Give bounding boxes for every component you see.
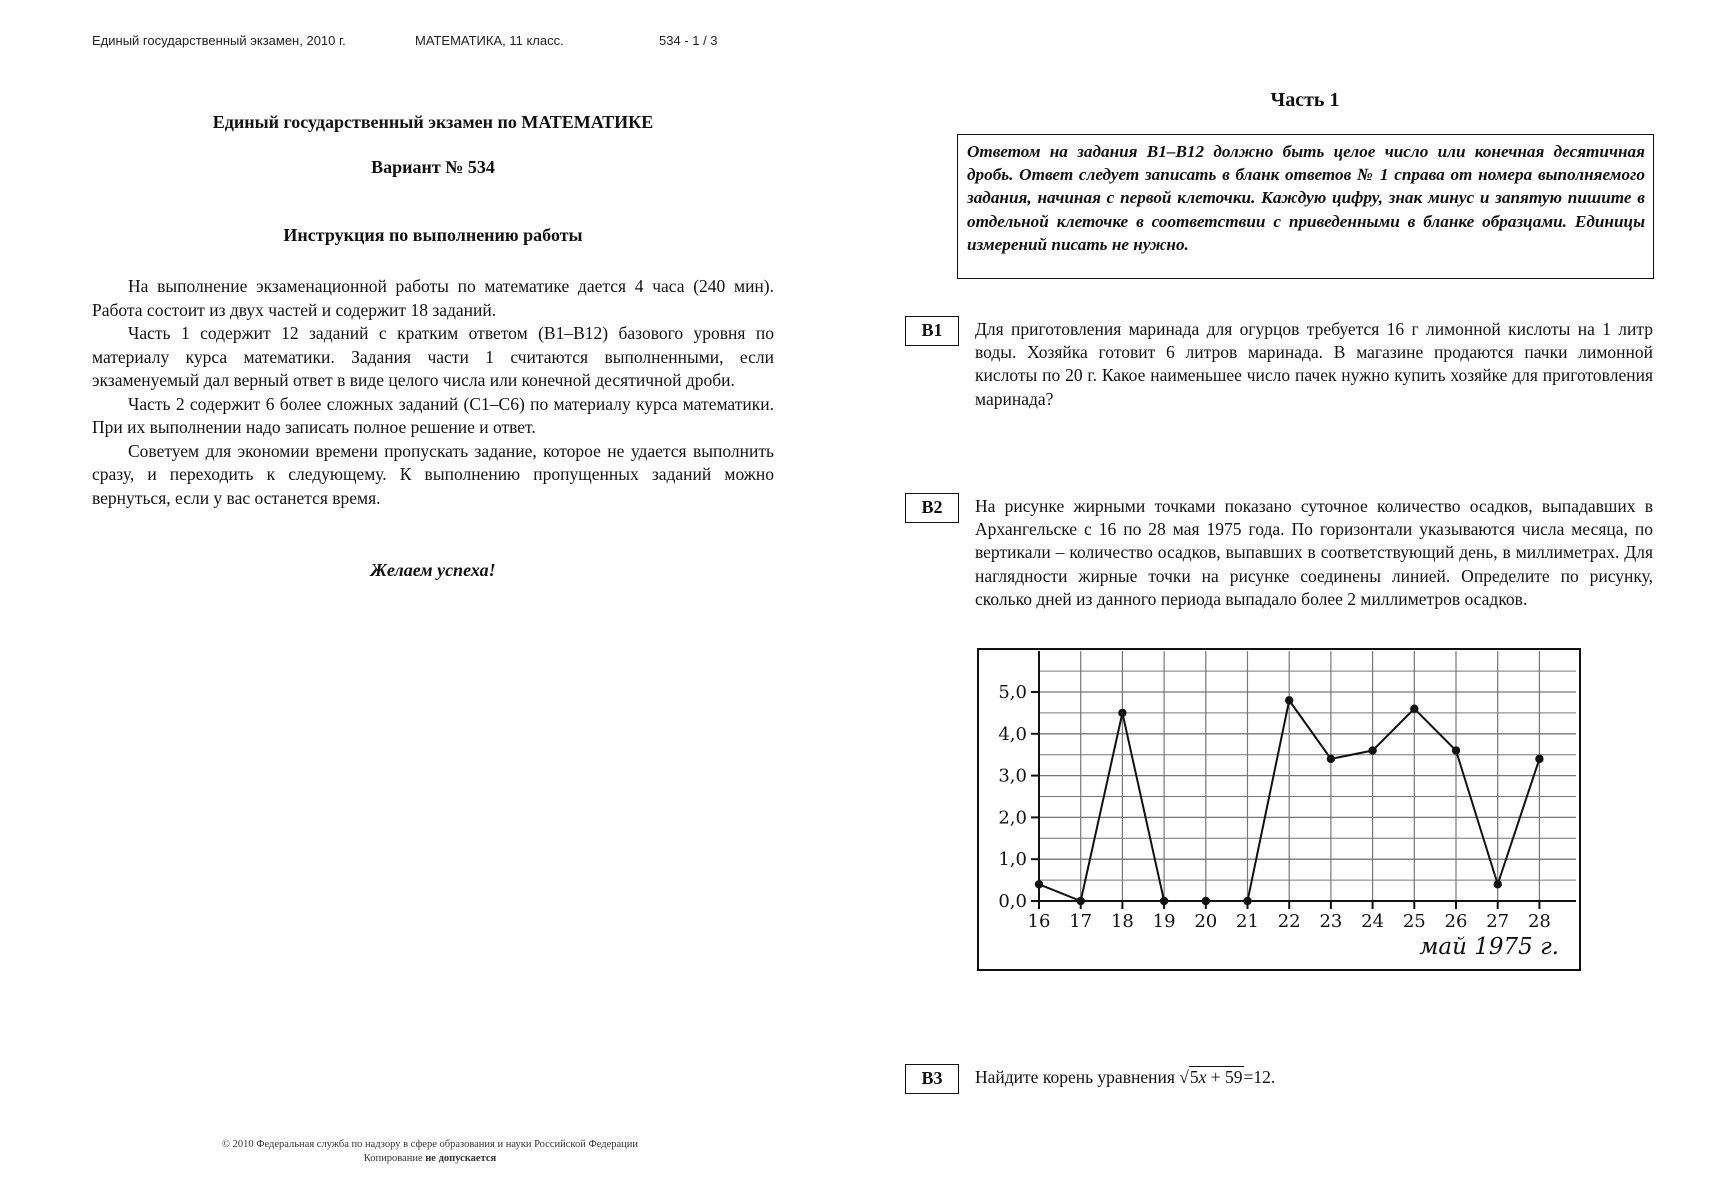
task-text-b1	[975, 318, 1653, 411]
radicand	[1189, 1066, 1244, 1087]
answer-instructions-box: Ответом на задания В1–В12 должно быть целое число или конечная десятичная дробь. Ответ следует записать в бланк ответов № 1 справа от номера выполняемого задания, начиная с первой клеточки. Каждую цифру, знак минус и запятую пишите в отдельной клеточке в соответствии с приведенными в бланке образцами. Единицы измерений писать не нужно.	[957, 134, 1654, 279]
header-subject: МАТЕМАТИКА, 11 класс.	[415, 33, 564, 48]
header-exam-name: Единый государственный экзамен, 2010 г.	[92, 33, 346, 48]
x-tick-label: 28	[1527, 911, 1551, 932]
header-page-number: 534 - 1 / 3	[659, 33, 718, 48]
data-point-marker	[1327, 755, 1335, 763]
data-point-marker	[1410, 705, 1418, 713]
task-badge-b2: B2	[905, 493, 959, 523]
radicand-constant: + 59	[1206, 1067, 1243, 1087]
task-b1-text: Для приготовления маринада для огурцов требуется 16 г лимонной кислоты на 1 литр воды. Хозяйка готовит 6 литров маринада. В магазине продаются пачки лимонной кислоты по 20 г. Какое наименьшее число пачек нужно купить хозяйке для приготовления маринада?	[975, 319, 1653, 409]
x-tick-label: 17	[1069, 911, 1093, 932]
data-point-marker	[1285, 696, 1293, 704]
instruction-text	[92, 275, 774, 510]
x-tick-label: 20	[1194, 911, 1218, 932]
y-tick-label: 0,0	[998, 891, 1027, 912]
x-tick-label: 16	[1027, 911, 1051, 932]
line-chart-svg	[979, 650, 1578, 968]
equation-period: .	[1270, 1067, 1276, 1087]
data-point-marker	[1118, 709, 1126, 717]
instruction-paragraph: Часть 1 содержит 12 заданий с кратким ответом (В1–В12) базового уровня по материалу курса математики. Задания части 1 считаются выполненными, если экзаменуемый дал верный ответ в виде целого числа или конечной десятичной дроби.	[92, 323, 774, 390]
task-badge-b3: B3	[905, 1064, 959, 1094]
copyright-line: © 2010 Федеральная служба по надзору в сфере образования и науки Российской Федерации	[221, 1139, 639, 1150]
y-tick-label: 1,0	[998, 849, 1027, 871]
radicand-coefficient: 5	[1189, 1067, 1199, 1087]
x-tick-label: 27	[1486, 911, 1510, 932]
y-tick-label: 3,0	[998, 765, 1027, 787]
data-point-marker	[1452, 746, 1460, 754]
x-tick-label: 23	[1319, 911, 1343, 932]
task-text-b3	[975, 1066, 1653, 1089]
task-b2-text: На рисунке жирными точками показано суточное количество осадков, выпадавших в Архангельске с 16 по 28 мая 1975 года. По горизонтали указываются числа месяца, по вертикали – количество осадков, выпавших в соответствующий день, в миллиметрах. Для наглядности жирные точки на рисунке соединены линией. Определите по рисунку, сколько дней из данного периода выпадало более 2 миллиметров осадков.	[975, 496, 1653, 609]
part-1-heading: Часть 1	[1270, 89, 1340, 111]
data-point-marker	[1535, 755, 1543, 763]
data-point-marker	[1368, 746, 1376, 754]
instruction-paragraph: На выполнение экзаменационной работы по математике дается 4 часа (240 мин). Работа состоит из двух частей и содержит 18 заданий.	[92, 276, 774, 320]
x-tick-label: 22	[1277, 911, 1301, 932]
y-tick-label: 5,0	[998, 682, 1027, 703]
y-tick-label: 2,0	[998, 807, 1027, 829]
copy-restriction-bold: не допускается	[425, 1153, 497, 1164]
data-point-marker	[1202, 897, 1210, 905]
equation-rhs: =12	[1243, 1067, 1271, 1087]
radicand-variable: x	[1198, 1067, 1207, 1087]
square-root-expression	[1179, 1066, 1243, 1089]
x-tick-label: 19	[1152, 911, 1176, 932]
data-point-marker	[1077, 897, 1085, 905]
instruction-paragraph: Часть 2 содержит 6 более сложных заданий (С1–С6) по материалу курса математики. При их выполнении надо записать полное решение и ответ.	[92, 393, 774, 437]
x-tick-label: 21	[1236, 911, 1259, 932]
precipitation-chart	[977, 648, 1581, 971]
copyright-footer	[160, 1138, 700, 1166]
document-title: Единый государственный экзамен по МАТЕМАТИКЕ	[212, 112, 654, 132]
instruction-heading: Инструкция по выполнению работы	[283, 225, 583, 245]
radical-sign-icon: √	[1179, 1067, 1189, 1087]
x-tick-label: 18	[1110, 911, 1134, 932]
data-point-marker	[1160, 897, 1168, 905]
instruction-paragraph: Советуем для экономии времени пропускать задание, которое не удается выполнить сразу, и переходить к следующему. К выполнению пропущенных заданий можно вернуться, если у вас останется время.	[92, 440, 774, 508]
good-luck-text: Желаем успеха!	[370, 560, 496, 580]
data-point-marker	[1243, 897, 1251, 905]
task-badge-b1: B1	[905, 316, 959, 346]
variant-title: Вариант № 534	[371, 157, 495, 177]
y-tick-label: 4,0	[998, 723, 1027, 745]
x-tick-label: 26	[1444, 911, 1468, 932]
x-tick-label: 25	[1402, 911, 1426, 932]
copy-restriction-line	[160, 1152, 700, 1166]
task-text-b2	[975, 495, 1653, 611]
data-point-marker	[1494, 880, 1502, 888]
copy-restriction-prefix: Копирование	[363, 1153, 426, 1164]
x-tick-label: 24	[1361, 911, 1385, 932]
data-point-marker	[1035, 880, 1043, 888]
task-b3-text: Найдите корень уравнения	[975, 1067, 1175, 1087]
x-axis-caption: май 1975 г.	[1419, 934, 1559, 960]
